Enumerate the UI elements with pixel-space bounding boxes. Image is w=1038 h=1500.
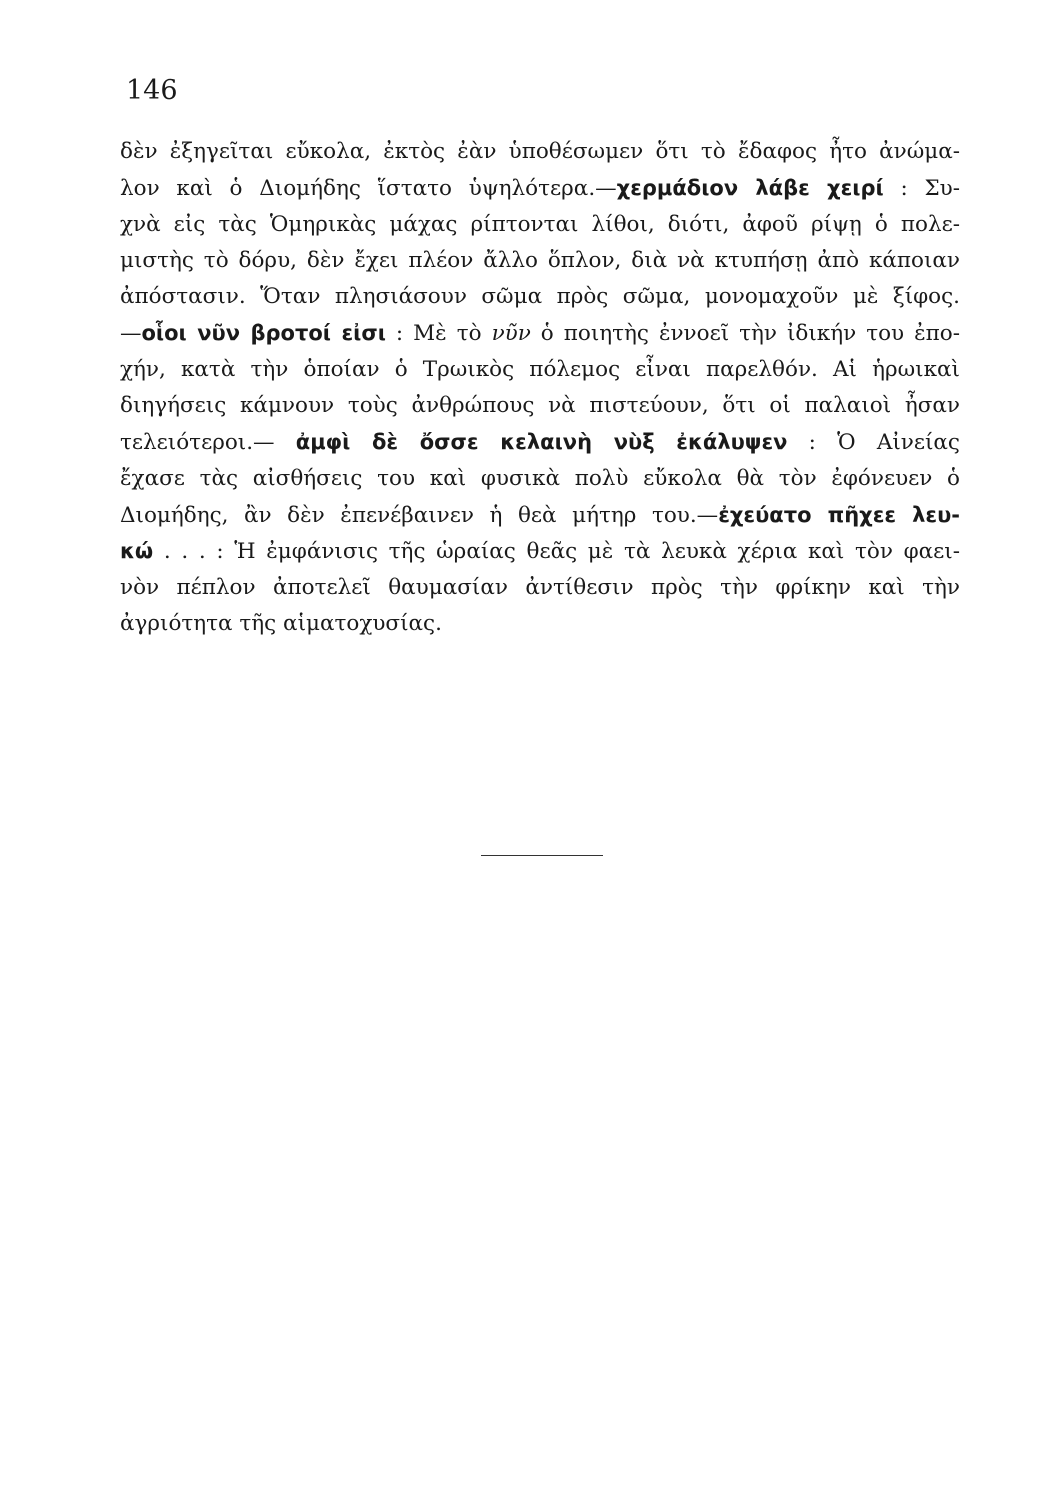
text-run: διηγήσεις κάμνουν τοὺς ἀνθρώπους νὰ πιστεύουν, ὅτι οἱ παλαιοὶ ἦσαν bbox=[120, 393, 960, 419]
lemma-heading: χερμάδιον λάβε χειρί bbox=[616, 176, 884, 201]
lemma-heading: ἐχεύατο πῆχεε λευ- bbox=[718, 502, 960, 527]
text-run: : Ὁ Αἰνείας bbox=[787, 430, 960, 456]
text-run: ἀπόστασιν. Ὅταν πλησιάσουν σῶμα πρὸς σῶμα, μονομαχοῦν μὲ ξίφος. bbox=[120, 284, 960, 310]
commentary-paragraph bbox=[120, 134, 960, 642]
text-line bbox=[120, 315, 960, 351]
text-line bbox=[120, 533, 960, 569]
text-line bbox=[120, 424, 960, 460]
text-run: τελειότεροι.— bbox=[120, 430, 296, 456]
text-line bbox=[120, 243, 960, 279]
text-run: δὲν ἐξηγεῖται εὔκολα, ἐκτὸς ἐὰν ὑποθέσωμεν ὅτι τὸ ἔδαφος ἦτο ἀνώμα- bbox=[120, 139, 960, 164]
lemma-heading: οἷοι νῦν βροτοί εἰσι bbox=[141, 321, 386, 346]
italic-word: νῦν bbox=[491, 321, 531, 347]
text-line bbox=[120, 134, 960, 170]
text-line bbox=[120, 606, 960, 642]
page-number: 146 bbox=[126, 75, 178, 106]
text-run: χήν, κατὰ τὴν ὁποίαν ὁ Τρωικὸς πόλεμος εἶναι παρελθόν. Αἱ ἡρωικαὶ bbox=[120, 356, 960, 382]
text-line bbox=[120, 170, 960, 206]
text-run: λον καὶ ὁ Διομήδης ἵστατο ὑψηλότερα.— bbox=[120, 176, 617, 202]
text-run: . . . : Ἡ ἐμφάνισις τῆς ὡραίας θεᾶς μὲ τὰ λευκὰ χέρια καὶ τὸν φαει- bbox=[153, 539, 960, 565]
text-run: μιστὴς τὸ δόρυ, δὲν ἔχει πλέον ἄλλο ὅπλον, διὰ νὰ κτυπήσῃ ἀπὸ κάποιαν bbox=[120, 247, 960, 273]
text-line bbox=[120, 352, 960, 388]
text-line bbox=[120, 497, 960, 533]
text-run: ἀγριότητα τῆς αἱματοχυσίας. bbox=[120, 610, 442, 636]
section-divider bbox=[481, 855, 603, 856]
text-line bbox=[120, 207, 960, 243]
text-run: — bbox=[120, 321, 142, 347]
text-run: : Μὲ τὸ bbox=[385, 321, 492, 347]
text-run: ὁ ποιητὴς ἐννοεῖ τὴν ἰδικήν του ἐπο- bbox=[530, 321, 960, 347]
lemma-heading: κώ bbox=[120, 539, 154, 564]
lemma-heading: ἀμφὶ δὲ ὄσσε κελαινὴ νὺξ ἐκάλυψεν bbox=[295, 430, 788, 455]
text-line bbox=[120, 279, 960, 315]
text-run: χνὰ εἰς τὰς Ὁμηρικὰς μάχας ρίπτονται λίθοι, διότι, ἀφοῦ ρίψῃ ὁ πολε- bbox=[120, 211, 960, 237]
text-line bbox=[120, 461, 960, 497]
text-line bbox=[120, 570, 960, 606]
text-run: ἔχασε τὰς αἰσθήσεις του καὶ φυσικὰ πολὺ εὔκολα θὰ τὸν ἐφόνευεν ὁ bbox=[120, 465, 960, 491]
text-run: νὸν πέπλον ἀποτελεῖ θαυμασίαν ἀντίθεσιν πρὸς τὴν φρίκην καὶ τὴν bbox=[120, 574, 960, 600]
text-line bbox=[120, 388, 960, 424]
text-run: Διομήδης, ἂν δὲν ἐπενέβαινεν ἡ θεὰ μήτηρ του.— bbox=[120, 502, 719, 528]
text-run: : Συ- bbox=[883, 176, 961, 202]
